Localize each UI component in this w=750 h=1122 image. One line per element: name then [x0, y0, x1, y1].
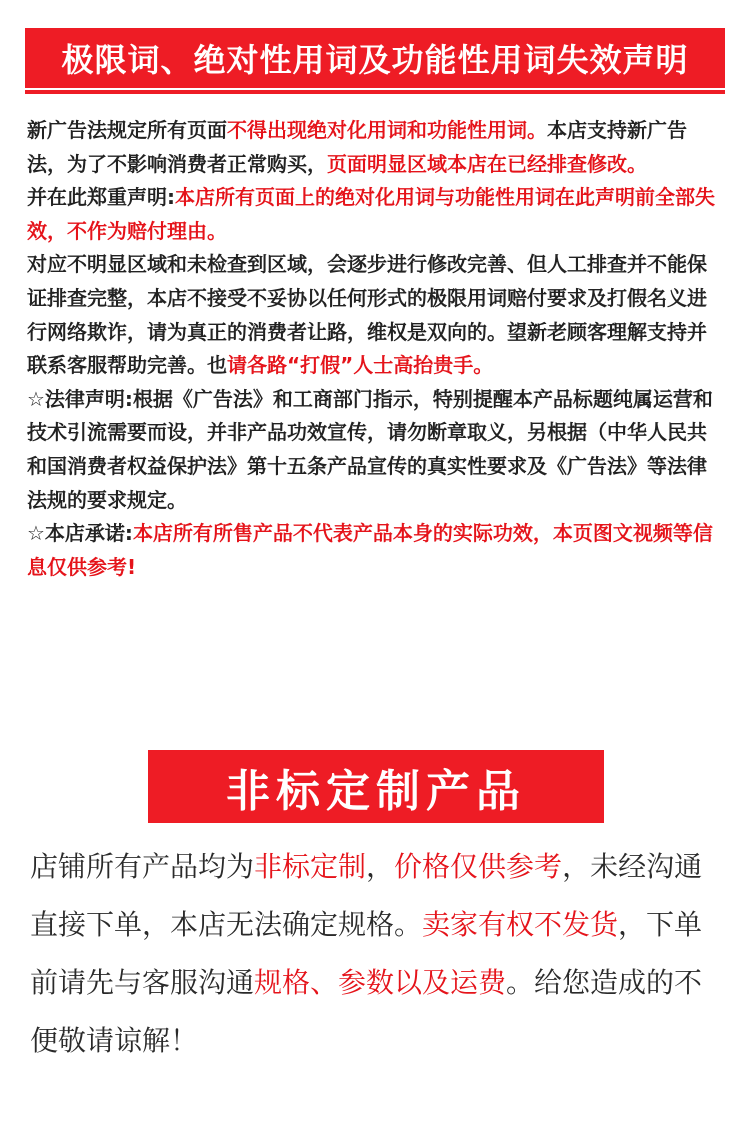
notice-text-2: ，	[366, 850, 395, 883]
notice-text-4: ，下单前请先与客服沟通	[30, 908, 703, 999]
non-standard-notice	[30, 838, 720, 1070]
disclaimer-text-3: 并在此郑重声明:	[27, 185, 175, 210]
disclaimer-title-banner	[25, 28, 725, 88]
notice-highlight-4: 规格、参数以及运费	[254, 966, 507, 999]
non-standard-banner	[148, 750, 604, 823]
notice-highlight-1: 非标定制	[254, 850, 367, 883]
non-standard-title: 非标定制产品	[226, 765, 526, 817]
notice-highlight-3: 卖家有权不发货	[422, 908, 619, 941]
disclaimer-highlight-3: 本店所有页面上的绝对化用词与功能性用词在此声明前全部失效，不作为赔付理由。	[27, 185, 715, 243]
disclaimer-body	[27, 114, 723, 584]
disclaimer-highlight-1: 不得出现绝对化用词和功能性用词。	[227, 118, 547, 142]
store-promise-label: ☆本店承诺:	[27, 521, 133, 546]
disclaimer-text-2: 本店支持新广告法，为了不影响消费者正常购买，	[27, 118, 687, 176]
disclaimer-text-1: 新广告法规定所有页面	[27, 118, 227, 142]
notice-text-3: ，未经沟通直接下单，本店无法确定规格。	[30, 850, 703, 941]
legal-statement: ☆法律声明:根据《广告法》和工商部门指示，特别提醒本产品标题纯属运营和技术引流需要而设，并非产品功效宣传，请勿断章取义，另根据（中华人民共和国消费者权益保护法》第十五条产品宣传的真实性要求及《广告法》等法律法规的要求规定。	[27, 386, 713, 512]
disclaimer-title: 极限词、绝对性用词及功能性用词失效声明	[61, 41, 689, 79]
notice-text-1: 店铺所有产品均为	[30, 850, 255, 883]
notice-text-5: 。给您造成的不便敬请谅解！	[30, 966, 703, 1057]
disclaimer-highlight-2: 页面明显区域本店在已经排查修改。	[327, 151, 647, 176]
notice-highlight-2: 价格仅供参考	[394, 850, 563, 883]
store-promise-text: 本店所有所售产品不代表产品本身的实际功效，本页图文视频等信息仅供参考!	[27, 521, 713, 579]
disclaimer-highlight-4: 请各路“打假”人士高抬贵手。	[227, 353, 494, 378]
disclaimer-text-4: 对应不明显区域和未检查到区域，会逐步进行修改完善、但人工排查并不能保证排查完整，本店不接受不妥协以任何形式的极限用词赔付要求及打假名义进行网络欺诈，请为真正的消费者让路，维权是双向的。望新老顾客理解支持并联系客服帮助完善。也	[27, 252, 707, 378]
